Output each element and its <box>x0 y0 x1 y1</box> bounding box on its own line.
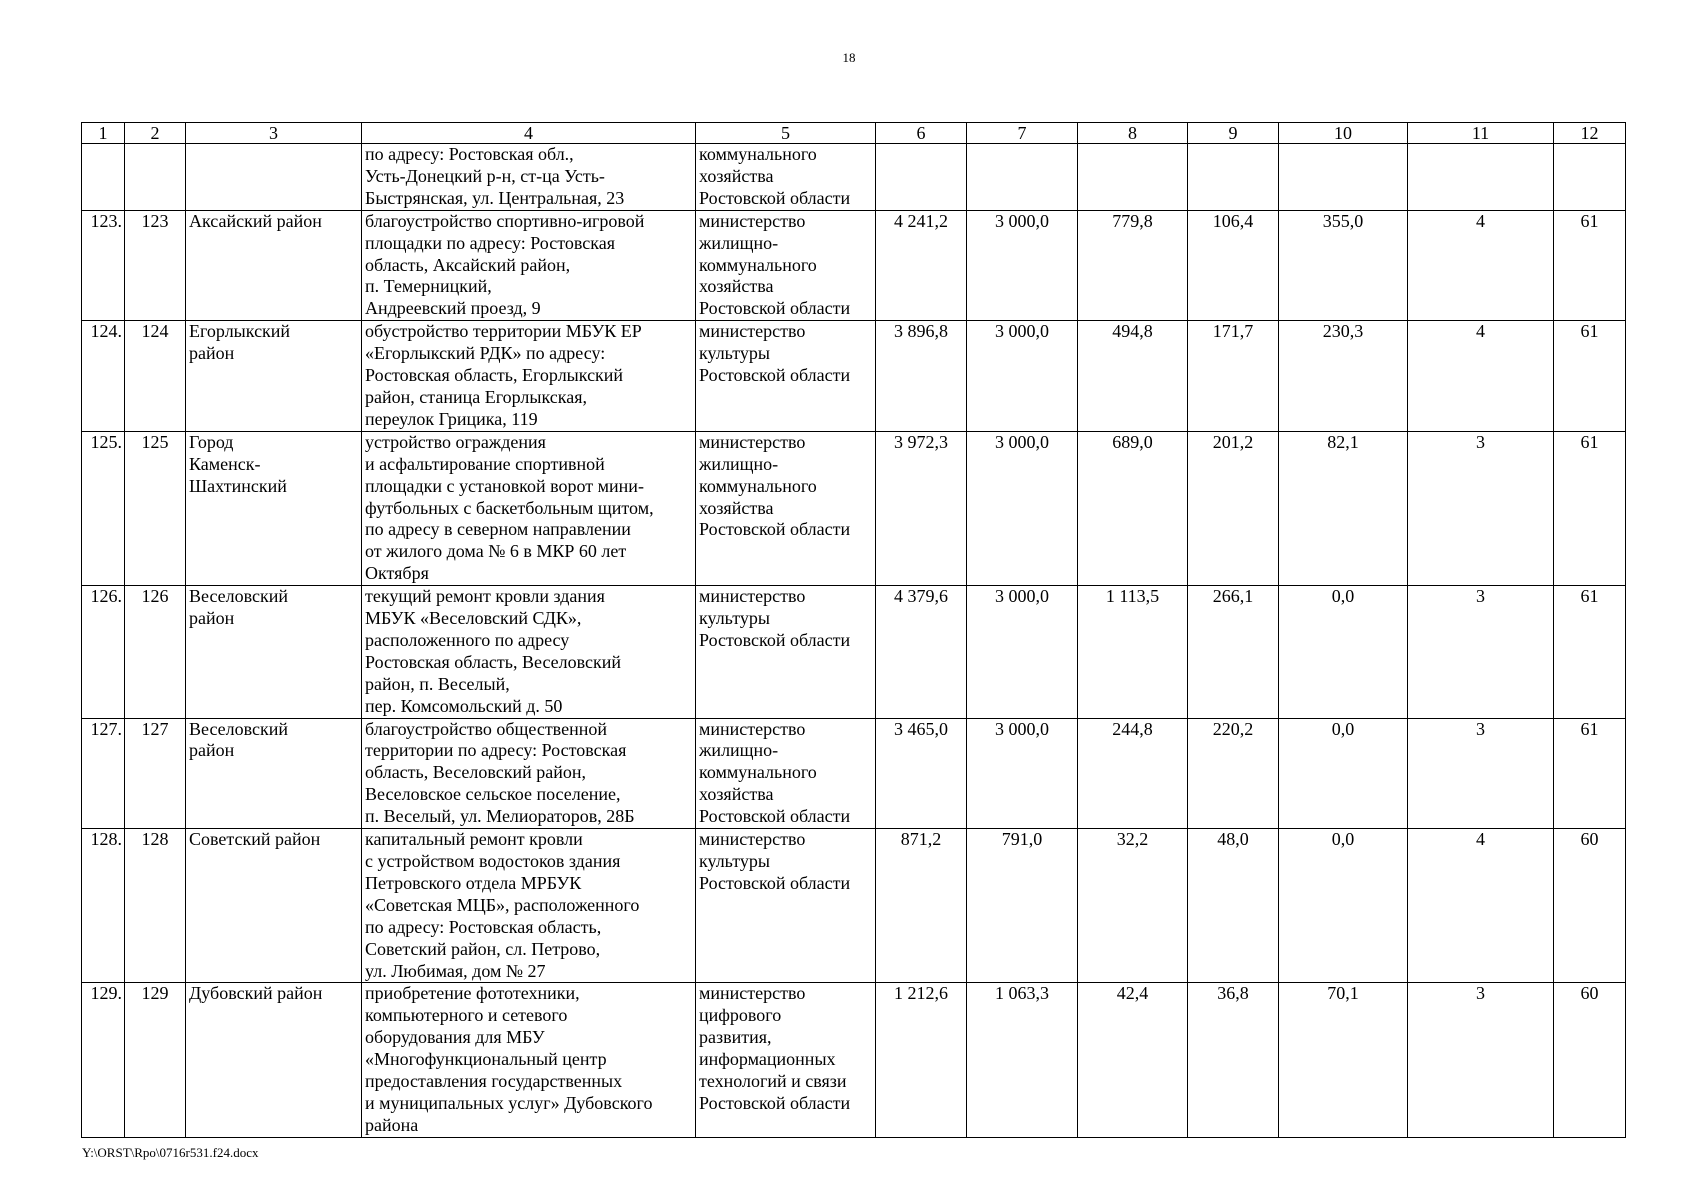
page-number: 18 <box>842 50 856 65</box>
column-header: 5 <box>696 123 876 144</box>
row-number <box>82 144 125 211</box>
value-col6: 4 379,6 <box>876 586 967 718</box>
value-col11: 4 <box>1408 210 1554 321</box>
value-col12: 61 <box>1554 431 1626 585</box>
ministry-cell: министерство цифрового развития, информационных технологий и связи Ростовской области <box>696 983 876 1137</box>
value-col7: 3 000,0 <box>967 431 1078 585</box>
row-number: 129. <box>82 983 125 1137</box>
value-col10: 70,1 <box>1279 983 1408 1137</box>
row-number: 128. <box>82 829 125 983</box>
value-col6: 3 465,0 <box>876 718 967 829</box>
table-row <box>82 718 1626 829</box>
value-col12: 60 <box>1554 983 1626 1137</box>
value-col8: 244,8 <box>1078 718 1188 829</box>
item-number: 127 <box>125 718 186 829</box>
description-cell: устройство ограждения и асфальтирование спортивной площадки с установкой ворот мини- футбольных с баскетбольным щитом, по адресу в северном направлении от жилого дома № 6 в МКР 60 лет Октября <box>362 431 696 585</box>
value-col10: 0,0 <box>1279 586 1408 718</box>
value-col12: 61 <box>1554 321 1626 432</box>
value-col8: 494,8 <box>1078 321 1188 432</box>
value-col6: 1 212,6 <box>876 983 967 1137</box>
value-col6: 871,2 <box>876 829 967 983</box>
value-col8: 689,0 <box>1078 431 1188 585</box>
district-cell: Дубовский район <box>186 983 362 1137</box>
value-col7: 3 000,0 <box>967 718 1078 829</box>
description-cell: благоустройство общественной территории по адресу: Ростовская область, Веселовский район, Веселовское сельское поселение, п. Веселый, ул. Мелиораторов, 28Б <box>362 718 696 829</box>
column-header: 1 <box>82 123 125 144</box>
value-col10 <box>1279 144 1408 211</box>
value-col11: 3 <box>1408 586 1554 718</box>
row-number: 126. <box>82 586 125 718</box>
table-row <box>82 983 1626 1137</box>
value-col8: 1 113,5 <box>1078 586 1188 718</box>
column-header: 11 <box>1408 123 1554 144</box>
item-number: 124 <box>125 321 186 432</box>
value-col8: 32,2 <box>1078 829 1188 983</box>
column-header: 4 <box>362 123 696 144</box>
description-cell: обустройство территории МБУК ЕР «Егорлыкский РДК» по адресу: Ростовская область, Егорлыкский район, станица Егорлыкская, переулок Грицика, 119 <box>362 321 696 432</box>
district-cell: Город Каменск- Шахтинский <box>186 431 362 585</box>
district-cell <box>186 144 362 211</box>
value-col9: 106,4 <box>1188 210 1279 321</box>
value-col10: 82,1 <box>1279 431 1408 585</box>
value-col7: 3 000,0 <box>967 321 1078 432</box>
footer-file-path: Y:\ORST\Rpo\0716r531.f24.docx <box>82 1145 259 1160</box>
value-col7: 3 000,0 <box>967 210 1078 321</box>
value-col11: 4 <box>1408 321 1554 432</box>
column-header: 3 <box>186 123 362 144</box>
value-col9: 171,7 <box>1188 321 1279 432</box>
table-row <box>82 321 1626 432</box>
item-number: 129 <box>125 983 186 1137</box>
column-header: 9 <box>1188 123 1279 144</box>
row-number: 127. <box>82 718 125 829</box>
value-col9: 266,1 <box>1188 586 1279 718</box>
value-col12: 60 <box>1554 829 1626 983</box>
column-header: 10 <box>1279 123 1408 144</box>
ministry-cell: министерство культуры Ростовской области <box>696 586 876 718</box>
value-col6 <box>876 144 967 211</box>
header-row <box>82 123 1626 144</box>
value-col9: 36,8 <box>1188 983 1279 1137</box>
item-number <box>125 144 186 211</box>
value-col10: 0,0 <box>1279 829 1408 983</box>
value-col6: 3 896,8 <box>876 321 967 432</box>
value-col9: 48,0 <box>1188 829 1279 983</box>
ministry-cell: министерство культуры Ростовской области <box>696 829 876 983</box>
description-cell: по адресу: Ростовская обл., Усть-Донецкий р-н, ст-ца Усть- Быстрянская, ул. Центральная, 23 <box>362 144 696 211</box>
ministry-cell: министерство жилищно- коммунального хозяйства Ростовской области <box>696 431 876 585</box>
value-col7: 791,0 <box>967 829 1078 983</box>
item-number: 128 <box>125 829 186 983</box>
value-col12: 61 <box>1554 210 1626 321</box>
item-number: 126 <box>125 586 186 718</box>
value-col8: 42,4 <box>1078 983 1188 1137</box>
value-col6: 3 972,3 <box>876 431 967 585</box>
value-col10: 0,0 <box>1279 718 1408 829</box>
row-number: 124. <box>82 321 125 432</box>
description-cell: текущий ремонт кровли здания МБУК «Веселовский СДК», расположенного по адресу Ростовская область, Веселовский район, п. Веселый, пер. Комсомольский д. 50 <box>362 586 696 718</box>
district-cell: Егорлыкский район <box>186 321 362 432</box>
value-col7: 1 063,3 <box>967 983 1078 1137</box>
column-header: 2 <box>125 123 186 144</box>
value-col7 <box>967 144 1078 211</box>
value-col7: 3 000,0 <box>967 586 1078 718</box>
value-col11: 3 <box>1408 431 1554 585</box>
district-cell: Веселовский район <box>186 718 362 829</box>
ministry-cell: коммунального хозяйства Ростовской области <box>696 144 876 211</box>
table-row <box>82 431 1626 585</box>
value-col10: 230,3 <box>1279 321 1408 432</box>
district-cell: Аксайский район <box>186 210 362 321</box>
column-header: 8 <box>1078 123 1188 144</box>
value-col10: 355,0 <box>1279 210 1408 321</box>
value-col11 <box>1408 144 1554 211</box>
ministry-cell: министерство культуры Ростовской области <box>696 321 876 432</box>
district-cell: Советский район <box>186 829 362 983</box>
value-col9: 201,2 <box>1188 431 1279 585</box>
table-row <box>82 144 1626 211</box>
column-header: 12 <box>1554 123 1626 144</box>
value-col11: 4 <box>1408 829 1554 983</box>
value-col8: 779,8 <box>1078 210 1188 321</box>
value-col8 <box>1078 144 1188 211</box>
description-cell: благоустройство спортивно-игровой площадки по адресу: Ростовская область, Аксайский район, п. Темерницкий, Андреевский проезд, 9 <box>362 210 696 321</box>
value-col12: 61 <box>1554 586 1626 718</box>
item-number: 125 <box>125 431 186 585</box>
row-number: 125. <box>82 431 125 585</box>
value-col11: 3 <box>1408 718 1554 829</box>
ministry-cell: министерство жилищно- коммунального хозяйства Ростовской области <box>696 210 876 321</box>
value-col11: 3 <box>1408 983 1554 1137</box>
column-header: 6 <box>876 123 967 144</box>
description-cell: приобретение фототехники, компьютерного и сетевого оборудования для МБУ «Многофункциональный центр предоставления государственных и муниципальных услуг» Дубовского района <box>362 983 696 1137</box>
ministry-cell: министерство жилищно- коммунального хозяйства Ростовской области <box>696 718 876 829</box>
value-col12: 61 <box>1554 718 1626 829</box>
column-header: 7 <box>967 123 1078 144</box>
table-row <box>82 210 1626 321</box>
value-col9 <box>1188 144 1279 211</box>
value-col6: 4 241,2 <box>876 210 967 321</box>
table-row <box>82 829 1626 983</box>
data-table <box>81 122 1626 1138</box>
description-cell: капитальный ремонт кровли с устройством водостоков здания Петровского отдела МРБУК «Советская МЦБ», расположенного по адресу: Ростовская область, Советский район, сл. Петрово, ул. Любимая, дом № 27 <box>362 829 696 983</box>
item-number: 123 <box>125 210 186 321</box>
district-cell: Веселовский район <box>186 586 362 718</box>
value-col9: 220,2 <box>1188 718 1279 829</box>
value-col12 <box>1554 144 1626 211</box>
table-row <box>82 586 1626 718</box>
row-number: 123. <box>82 210 125 321</box>
